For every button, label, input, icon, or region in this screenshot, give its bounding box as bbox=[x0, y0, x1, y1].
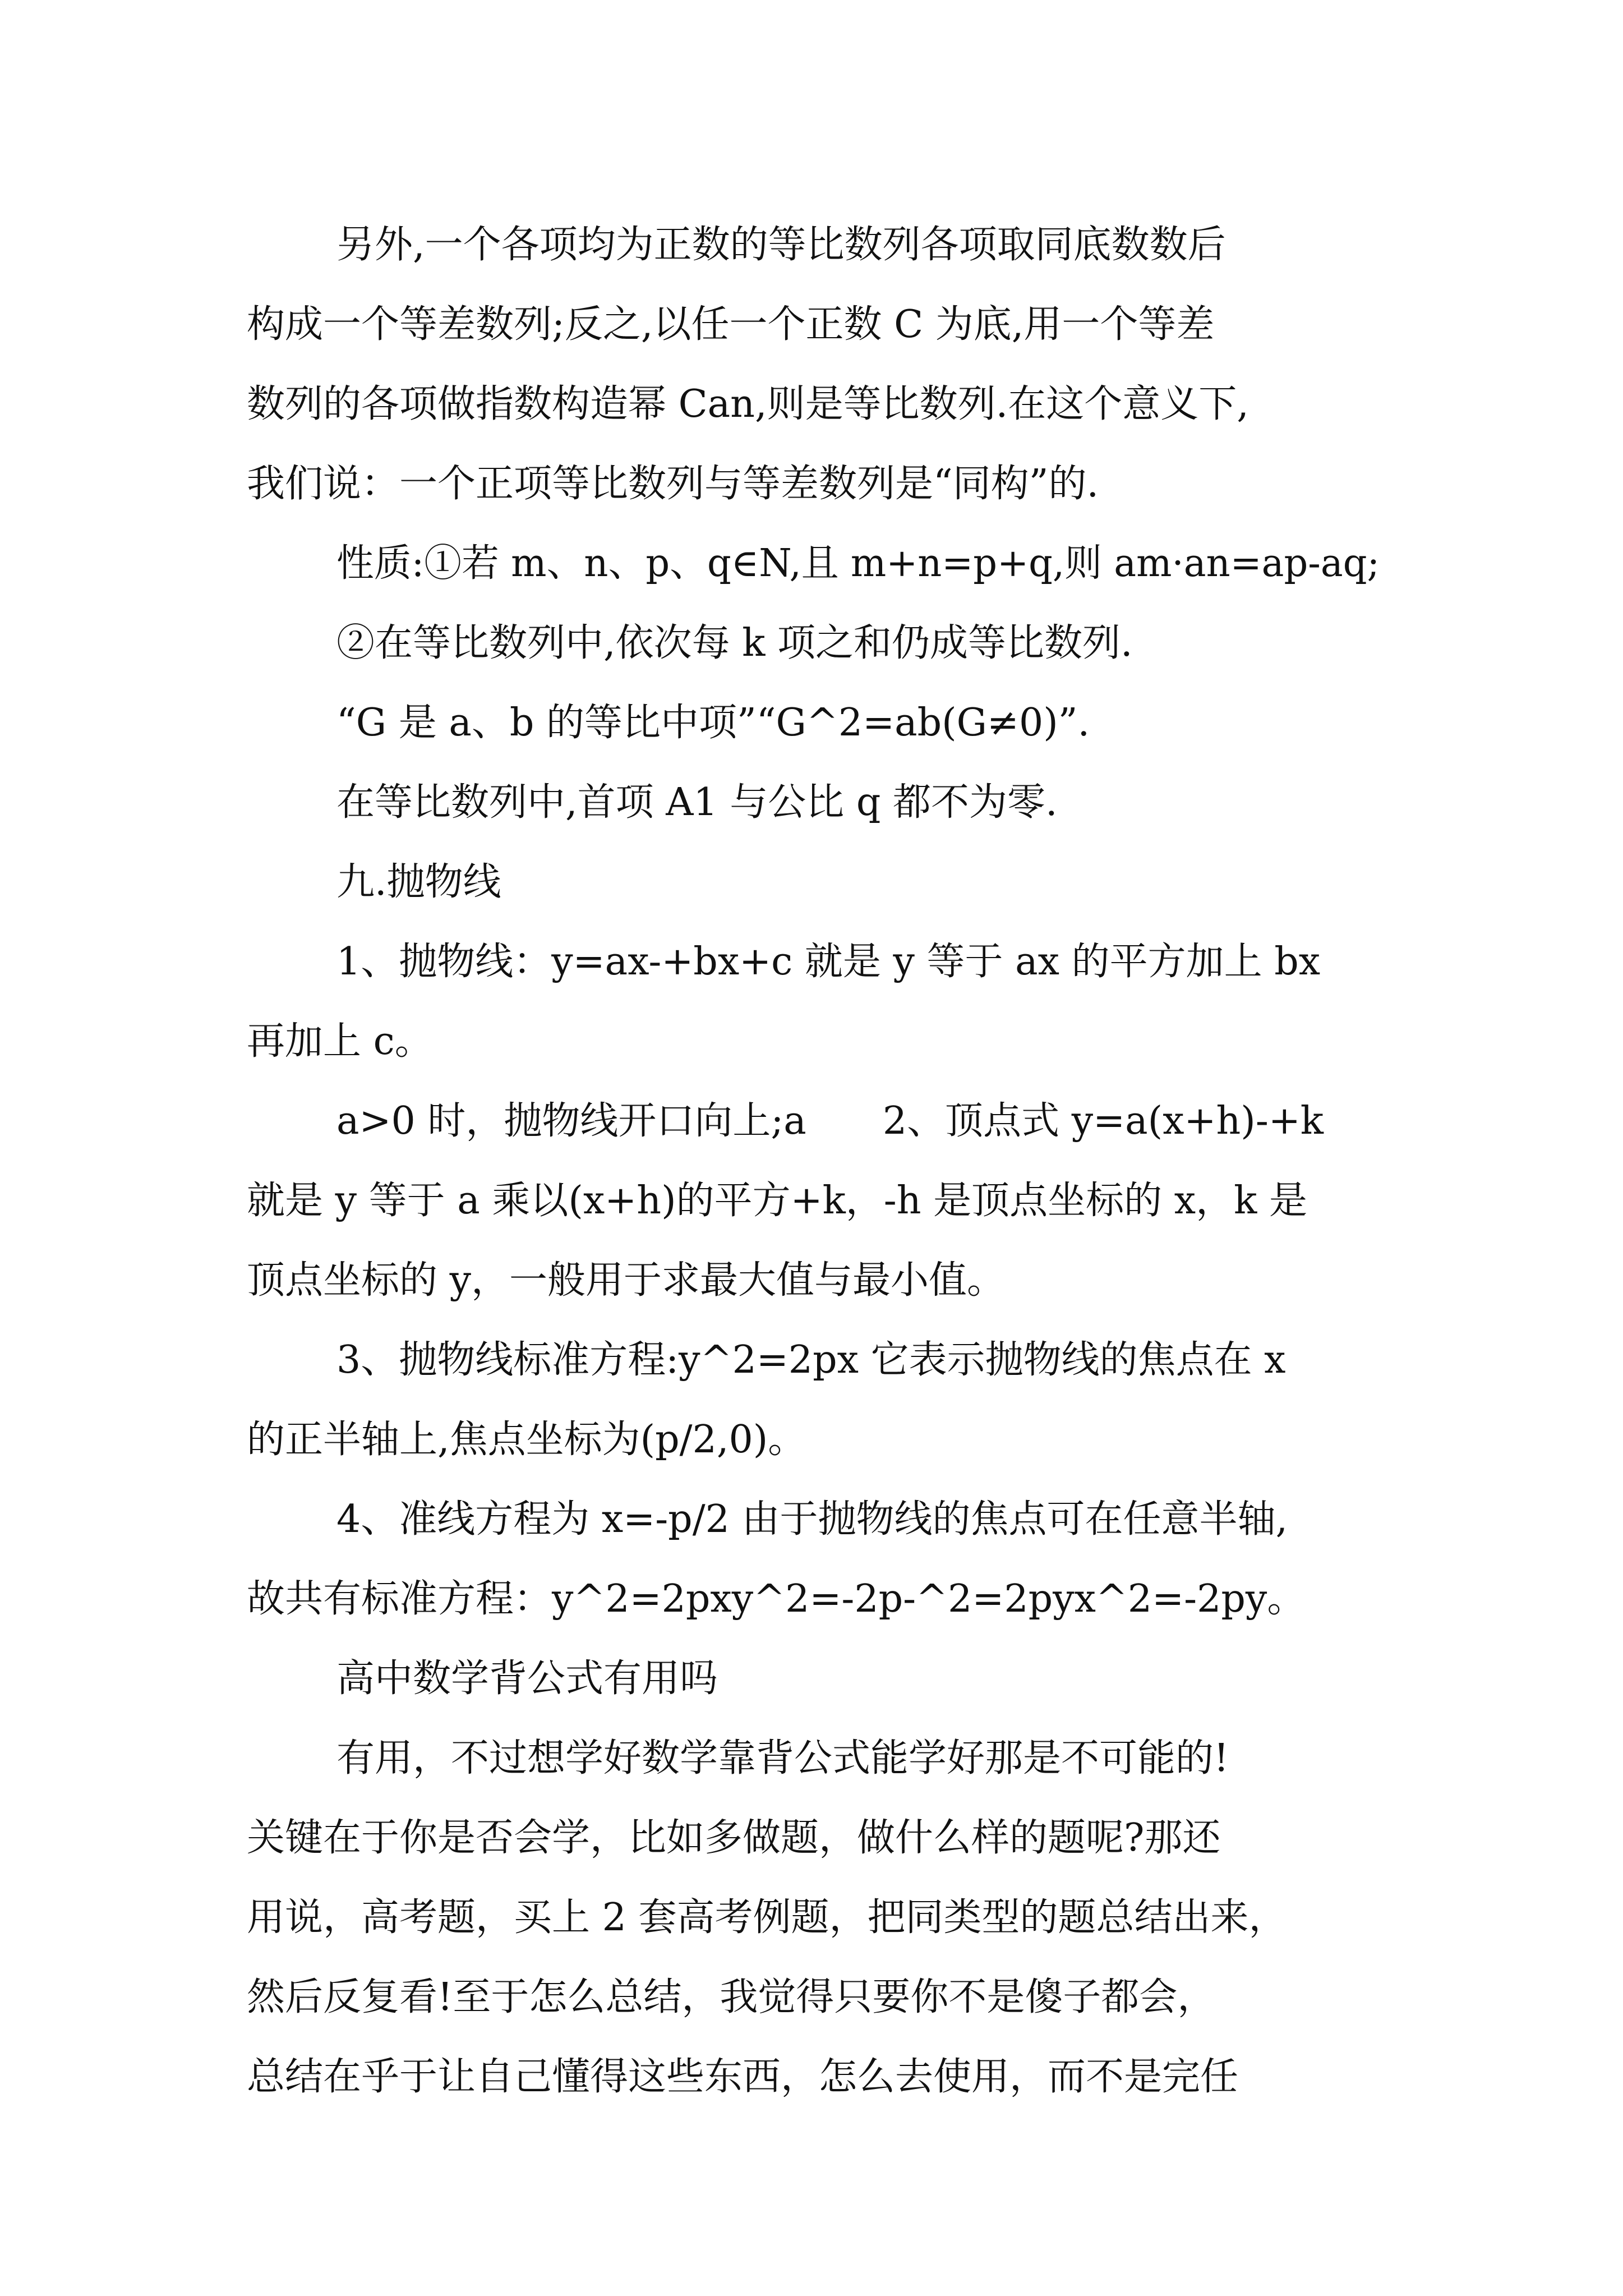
section-heading: 高中数学背公式有用吗 bbox=[336, 1657, 718, 1701]
paragraph-line: 故共有标准方程：y^2=2pxy^2=-2p-^2=2pyx^2=-2py。 bbox=[247, 1577, 1306, 1621]
paragraph-line: ②在等比数列中,依次每 k 项之和仍成等比数列. bbox=[336, 621, 1133, 665]
paragraph-line: 顶点坐标的 y，一般用于求最大值与最小值。 bbox=[247, 1258, 1006, 1303]
paragraph-line: “G 是 a、b 的等比中项”“G^2=ab(G≠0)”. bbox=[336, 701, 1090, 745]
paragraph-line: 再加上 c。 bbox=[247, 1019, 433, 1064]
paragraph-line: 用说，高考题，买上 2 套高考例题，把同类型的题总结出来， bbox=[247, 1895, 1287, 1940]
paragraph-line: 4、准线方程为 x=-p/2 由于抛物线的焦点可在任意半轴, bbox=[336, 1497, 1288, 1542]
paragraph-line: 构成一个等差数列;反之,以任一个正数 C 为底,用一个等差 bbox=[247, 302, 1215, 347]
paragraph-line: 我们说：一个正项等比数列与等差数列是“同构”的. bbox=[247, 462, 1099, 506]
paragraph-line: 在等比数列中,首项 A1 与公比 q 都不为零. bbox=[336, 780, 1058, 825]
paragraph-line: 就是 y 等于 a 乘以(x+h)的平方+k，-h 是顶点坐标的 x，k 是 bbox=[247, 1179, 1307, 1223]
paragraph-line: 另外,一个各项均为正数的等比数列各项取同底数数后 bbox=[336, 223, 1226, 267]
paragraph-line: 1、抛物线：y=ax-+bx+c 就是 y 等于 ax 的平方加上 bx bbox=[336, 940, 1321, 984]
paragraph-line: 有用，不过想学好数学靠背公式能学好那是不可能的! bbox=[336, 1736, 1229, 1780]
paragraph-line: 的正半轴上,焦点坐标为(p/2,0)。 bbox=[247, 1418, 806, 1462]
paragraph-line: 然后反复看!至于怎么总结，我觉得只要你不是傻子都会， bbox=[247, 1975, 1216, 2019]
paragraph-line: 性质:①若 m、n、p、q∈N,且 m+n=p+q,则 am·an=ap-aq; bbox=[336, 541, 1380, 586]
paragraph-line: a>0 时，抛物线开口向上;a 2、顶点式 y=a(x+h)-+k bbox=[336, 1099, 1324, 1143]
paragraph-line: 数列的各项做指数构造幂 Can,则是等比数列.在这个意义下, bbox=[247, 382, 1249, 426]
paragraph-line: 总结在乎于让自己懂得这些东西，怎么去使用，而不是完任 bbox=[247, 2055, 1239, 2099]
paragraph-line: 关键在于你是否会学，比如多做题，做什么样的题呢?那还 bbox=[247, 1816, 1221, 1860]
section-heading: 九.抛物线 bbox=[336, 860, 501, 904]
paragraph-line: 3、抛物线标准方程:y^2=2px 它表示抛物线的焦点在 x bbox=[336, 1338, 1286, 1382]
